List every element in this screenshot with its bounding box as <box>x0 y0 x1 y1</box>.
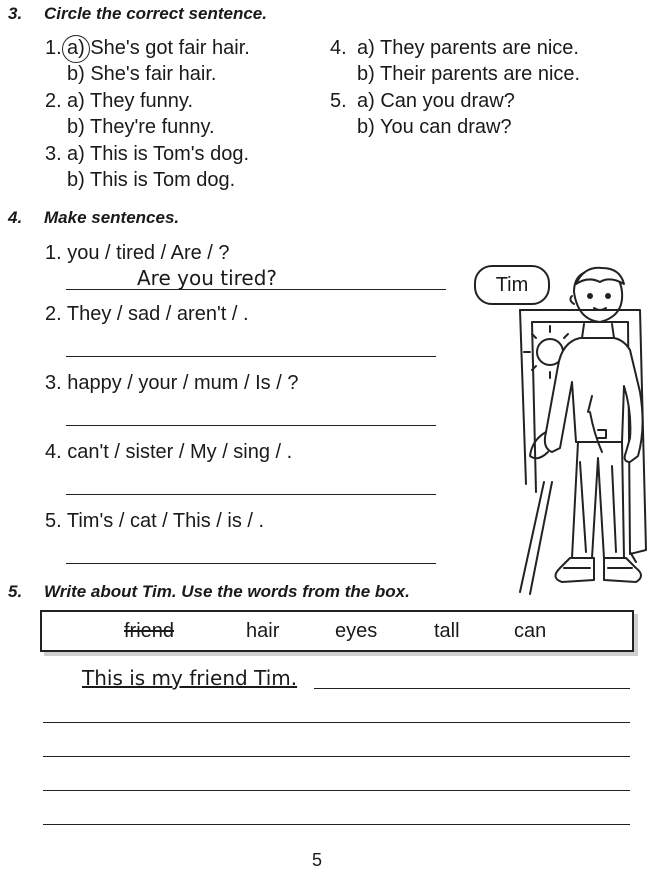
s3-item-5-num: 5. <box>330 90 347 112</box>
word-hair: hair <box>246 620 280 642</box>
s3-item-1b: b) She's fair hair. <box>67 63 217 85</box>
section-3-title: Circle the correct sentence. <box>44 4 267 23</box>
s3-item-1a: a) She's got fair hair. <box>67 37 250 59</box>
s5-answer-line-4 <box>43 790 630 791</box>
section-3-number: 3. <box>8 4 23 23</box>
s3-item-3a: a) This is Tom's dog. <box>67 143 250 165</box>
s3-item-4a: a) They parents are nice. <box>357 37 579 59</box>
s5-answer-line-2 <box>43 722 630 723</box>
s3-item-2-num: 2. <box>45 90 62 112</box>
word-friend-crossed: friend <box>124 620 175 642</box>
s4-prompt-4: 4. can't / sister / My / sing / . <box>45 441 293 463</box>
word-box <box>40 610 634 652</box>
s3-item-3b: b) This is Tom dog. <box>67 169 236 191</box>
s3-item-3-num: 3. <box>45 143 62 165</box>
s5-answer-line-5 <box>43 824 630 825</box>
page-number: 5 <box>312 850 323 870</box>
s4-answer-line-4 <box>66 494 436 495</box>
section-5-title: Write about Tim. Use the words from the box. <box>44 582 410 601</box>
boy-at-easel-illustration <box>480 262 648 600</box>
s3-item-5b: b) You can draw? <box>357 116 512 138</box>
s4-answer-line-5 <box>66 563 436 564</box>
s4-answer-1: Are you tired? <box>137 266 278 290</box>
word-tall: tall <box>434 620 460 642</box>
s4-prompt-3: 3. happy / your / mum / Is / ? <box>45 372 299 394</box>
s3-item-2a: a) They funny. <box>67 90 193 112</box>
s5-answer-line-1 <box>314 688 630 689</box>
s3-item-2b: b) They're funny. <box>67 116 215 138</box>
s4-prompt-1: 1. you / tired / Are / ? <box>45 242 230 264</box>
word-eyes: eyes <box>335 620 378 642</box>
section-4-title: Make sentences. <box>44 208 180 227</box>
tim-speech-bubble: Tim <box>474 265 550 305</box>
section-5-number: 5. <box>8 582 23 601</box>
word-can: can <box>514 620 547 642</box>
s3-item-4-num: 4. <box>330 37 347 59</box>
s4-answer-line-2 <box>66 356 436 357</box>
s5-answer-line-3 <box>43 756 630 757</box>
s5-example-answer: This is my friend Tim. <box>82 666 298 690</box>
s4-prompt-2: 2. They / sad / aren't / . <box>45 303 249 325</box>
s4-answer-line-3 <box>66 425 436 426</box>
s3-item-1-num: 1. <box>45 37 62 59</box>
s4-answer-line-1 <box>66 289 446 290</box>
s3-item-5a: a) Can you draw? <box>357 90 515 112</box>
s3-item-4b: b) Their parents are nice. <box>357 63 581 85</box>
s4-prompt-5: 5. Tim's / cat / This / is / . <box>45 510 265 532</box>
section-4-number: 4. <box>8 208 23 227</box>
